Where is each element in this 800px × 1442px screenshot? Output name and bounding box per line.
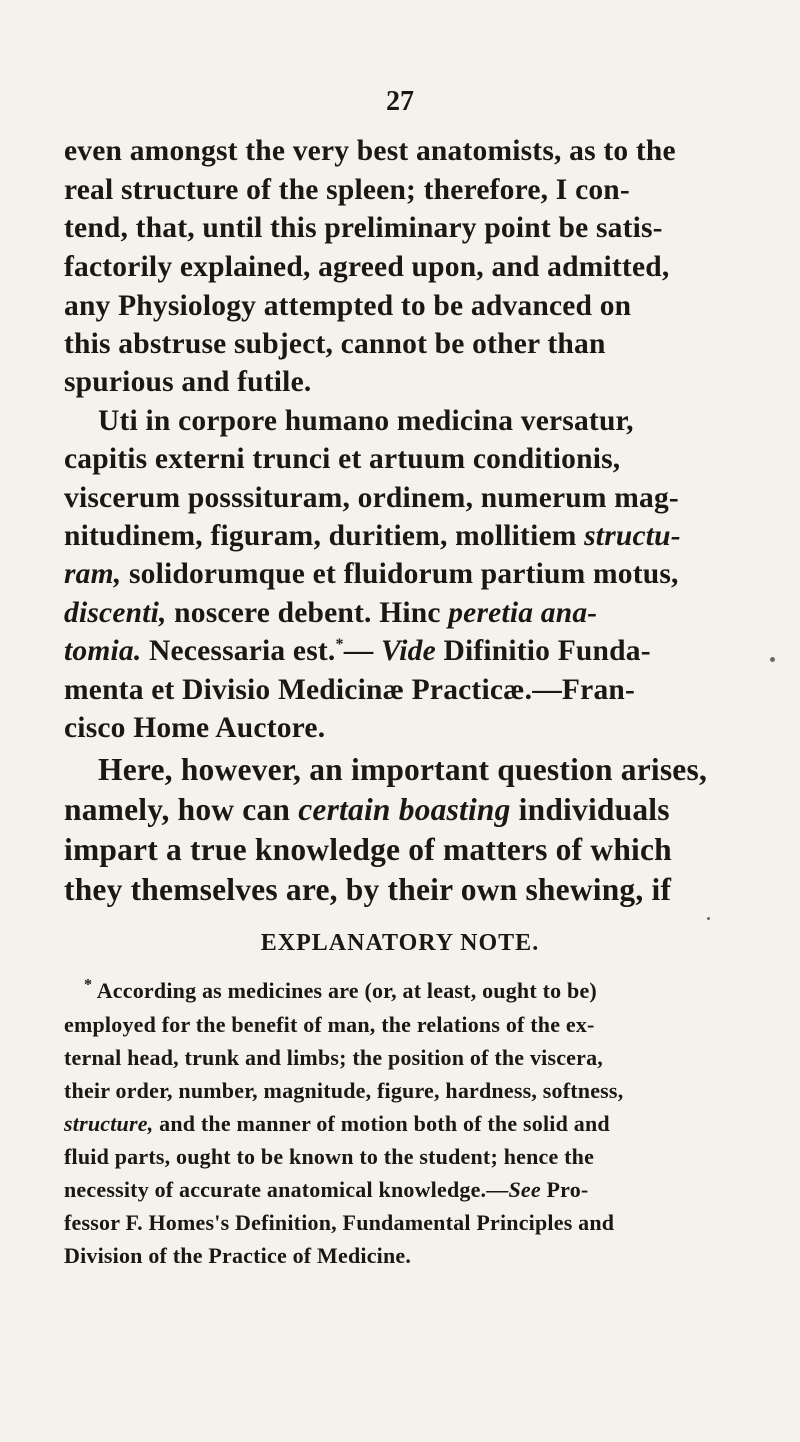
latin-line-5-italic: ram, — [64, 558, 122, 590]
final-line-2-italic: certain boasting — [298, 792, 511, 827]
body-line-7: spurious and futile. — [64, 366, 312, 398]
latin-line-7 — [64, 635, 651, 668]
note-line-7 — [64, 1177, 588, 1203]
note-line-7-italic: See — [508, 1177, 541, 1202]
note-heading: EXPLANATORY NOTE. — [260, 930, 540, 956]
body-line-4: factorily explained, agreed upon, and admitted, — [64, 251, 670, 283]
note-line-8: fessor F. Homes's Definition, Fundamental Principles and — [64, 1210, 615, 1235]
body-line-3: tend, that, until this preliminary point be satis- — [64, 212, 663, 244]
latin-line-1: Uti in corpore humano medicina versatur, — [98, 405, 634, 437]
body-line-1: even amongst the very best anatomists, as to the — [64, 135, 676, 167]
paper-speck — [707, 917, 710, 920]
note-line-7-text-2: Pro- — [546, 1177, 589, 1202]
latin-line-3: viscerum posssituram, ordinem, numerum mag- — [64, 482, 679, 514]
latin-line-6-italic: discenti, — [64, 597, 167, 629]
footnote-marker: * — [84, 976, 93, 994]
latin-line-7-italic: tomia. — [64, 635, 142, 667]
body-line-2: real structure of the spleen; therefore, I con- — [64, 174, 630, 206]
note-line-3: ternal head, trunk and limbs; the position of the viscera, — [64, 1045, 604, 1070]
final-line-2 — [64, 792, 670, 828]
latin-line-4-text: nitudinem, figuram, duritiem, mollitiem — [64, 520, 577, 552]
final-line-1: Here, however, an important question arises, — [98, 752, 708, 787]
latin-line-2: capitis externi trunci et artuum conditionis, — [64, 443, 621, 475]
latin-line-8: menta et Divisio Medicinæ Practicæ.—Fran- — [64, 674, 636, 706]
body-line-5: any Physiology attempted to be advanced on — [64, 290, 632, 322]
latin-line-7-text: Necessaria est. — [149, 635, 336, 667]
latin-line-5-text: solidorumque et fluidorum partium motus, — [128, 558, 679, 590]
final-line-4: they themselves are, by their own shewing, if — [64, 872, 672, 907]
note-line-5-text: and the manner of motion both of the solid and — [159, 1111, 610, 1136]
note-line-4: their order, number, magnitude, figure, hardness, softness, — [64, 1078, 624, 1103]
note-line-9: Division of the Practice of Medicine. — [64, 1243, 412, 1268]
note-line-5 — [64, 1111, 610, 1137]
latin-line-7-text-2: Difinitio Funda- — [443, 635, 651, 667]
paper-speck — [770, 657, 775, 662]
note-line-1-text: According as medicines are (or, at least, ought to be) — [96, 978, 597, 1003]
note-line-7-text: necessity of accurate anatomical knowledge.— — [64, 1177, 509, 1202]
latin-line-4-italic: structu- — [584, 520, 681, 552]
note-line-2: employed for the benefit of man, the relations of the ex- — [64, 1012, 595, 1037]
latin-line-6-italic-2: peretia ana- — [448, 597, 598, 629]
latin-line-6 — [64, 597, 597, 630]
final-line-3: impart a true knowledge of matters of which — [64, 832, 672, 867]
footnote-marker-ref: * — [335, 636, 344, 654]
latin-line-4 — [64, 520, 681, 553]
latin-line-6-text: noscere debent. Hinc — [174, 597, 441, 629]
note-line-1 — [84, 978, 597, 1004]
latin-line-7-dash: — — [343, 635, 374, 667]
final-line-2-text-2: individuals — [518, 792, 670, 827]
latin-line-5 — [64, 558, 679, 591]
note-line-5-italic: structure, — [64, 1111, 154, 1136]
latin-line-9: cisco Home Auctore. — [64, 712, 326, 744]
page-number: 27 — [386, 86, 414, 117]
latin-line-7-italic-2: Vide — [380, 635, 436, 667]
final-line-2-text: namely, how can — [64, 792, 291, 827]
note-line-6: fluid parts, ought to be known to the student; hence the — [64, 1144, 595, 1169]
body-line-6: this abstruse subject, cannot be other than — [64, 328, 606, 360]
